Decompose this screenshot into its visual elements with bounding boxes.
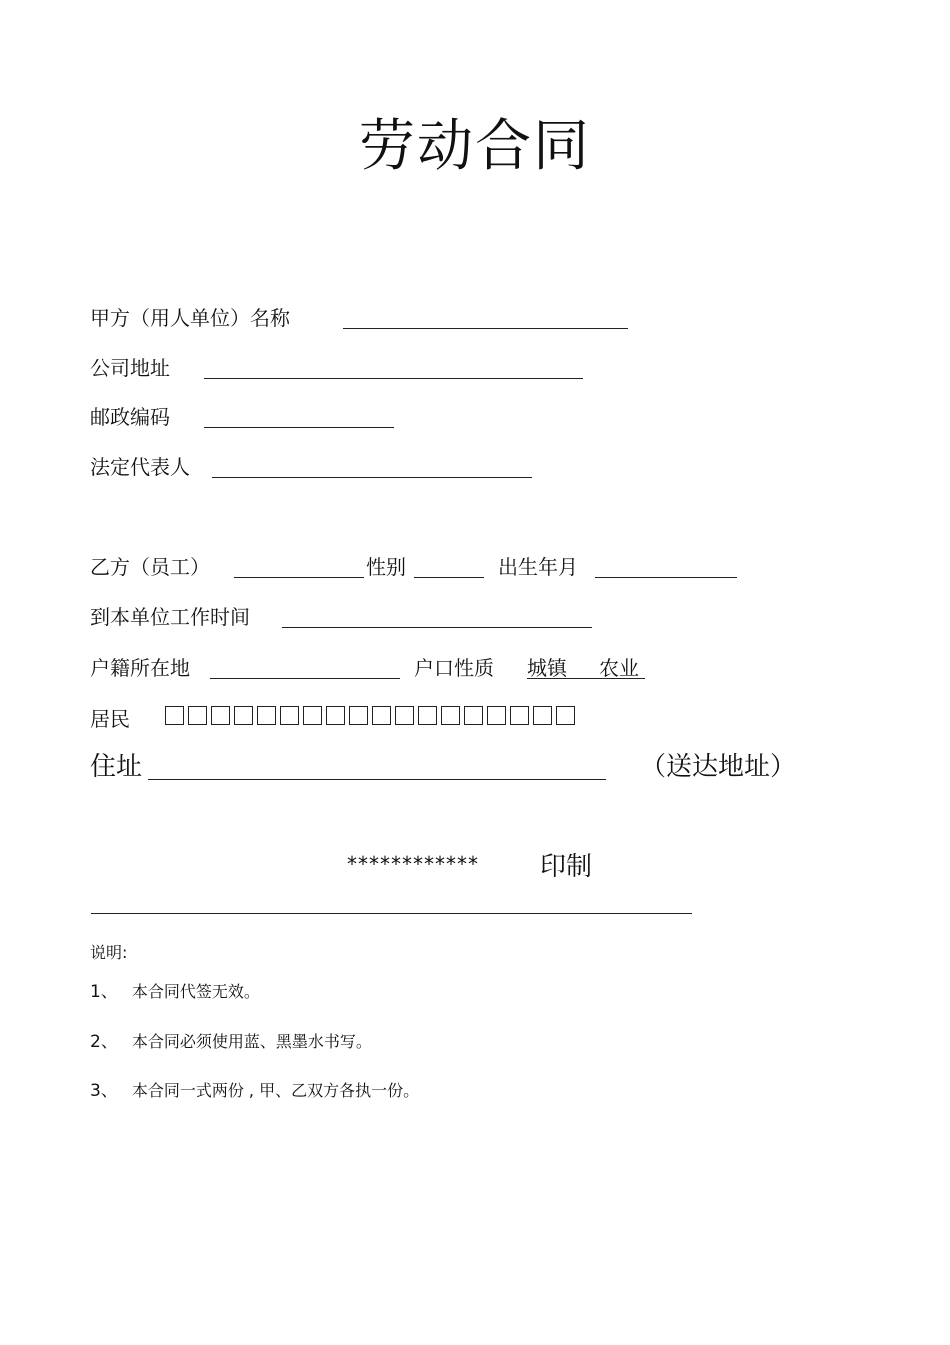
start-time-label: 到本单位工作时间 (90, 605, 250, 629)
household-location-field[interactable] (210, 678, 400, 679)
id-digit-box[interactable] (165, 706, 184, 725)
gender-field[interactable] (414, 577, 484, 578)
legal-representative-field[interactable] (212, 477, 532, 478)
id-digit-box[interactable] (372, 706, 391, 725)
gender-label: 性别 (366, 555, 406, 579)
postal-code-field[interactable] (204, 427, 394, 428)
note-number: 3、 (90, 1081, 118, 1101)
id-digit-box[interactable] (418, 706, 437, 725)
note-text: 本合同一式两份 , 甲、乙双方各执一份。 (131, 1081, 420, 1100)
legal-representative-label: 法定代表人 (90, 455, 190, 479)
note-text: 本合同必须使用蓝、黑墨水书写。 (131, 1032, 372, 1051)
note-item (90, 1031, 372, 1053)
resident-id-boxes (165, 706, 575, 725)
id-digit-box[interactable] (280, 706, 299, 725)
printer-name: ************ (347, 852, 479, 876)
company-address-label: 公司地址 (90, 356, 170, 380)
id-digit-box[interactable] (303, 706, 322, 725)
household-type-rural-option[interactable]: 农业 (599, 656, 639, 680)
note-text: 本合同代签无效。 (131, 982, 260, 1001)
id-digit-box[interactable] (464, 706, 483, 725)
household-type-urban-option[interactable]: 城镇 (527, 656, 567, 680)
id-digit-box[interactable] (556, 706, 575, 725)
note-item (90, 981, 260, 1003)
household-type-underline (527, 678, 645, 679)
start-time-field[interactable] (282, 627, 592, 628)
page-title: 劳动合同 (359, 114, 591, 179)
id-digit-box[interactable] (533, 706, 552, 725)
notes-heading: 说明: (90, 943, 128, 962)
household-location-label: 户籍所在地 (90, 656, 190, 680)
party-a-name-label: 甲方（用人单位）名称 (90, 306, 290, 330)
id-digit-box[interactable] (211, 706, 230, 725)
birth-date-field[interactable] (595, 577, 737, 578)
section-divider (91, 913, 692, 914)
note-number: 2、 (90, 1032, 118, 1052)
party-b-label: 乙方（员工） (90, 555, 210, 579)
id-digit-box[interactable] (441, 706, 460, 725)
party-b-name-field[interactable] (234, 577, 364, 578)
printer-label: 印制 (540, 852, 593, 882)
id-digit-box[interactable] (326, 706, 345, 725)
note-item (90, 1080, 419, 1102)
id-digit-box[interactable] (234, 706, 253, 725)
note-number: 1、 (90, 982, 118, 1002)
postal-code-label: 邮政编码 (90, 405, 170, 429)
birth-date-label: 出生年月 (498, 555, 578, 579)
party-a-name-field[interactable] (343, 328, 628, 329)
residence-field[interactable] (148, 779, 606, 780)
residence-label: 住址 (90, 752, 143, 782)
id-digit-box[interactable] (510, 706, 529, 725)
resident-id-label: 居民 (90, 707, 130, 731)
id-digit-box[interactable] (487, 706, 506, 725)
delivery-address-note: （送达地址） (640, 752, 797, 782)
id-digit-box[interactable] (349, 706, 368, 725)
household-type-label: 户口性质 (414, 656, 494, 680)
id-digit-box[interactable] (257, 706, 276, 725)
id-digit-box[interactable] (395, 706, 414, 725)
company-address-field[interactable] (204, 378, 583, 379)
id-digit-box[interactable] (188, 706, 207, 725)
